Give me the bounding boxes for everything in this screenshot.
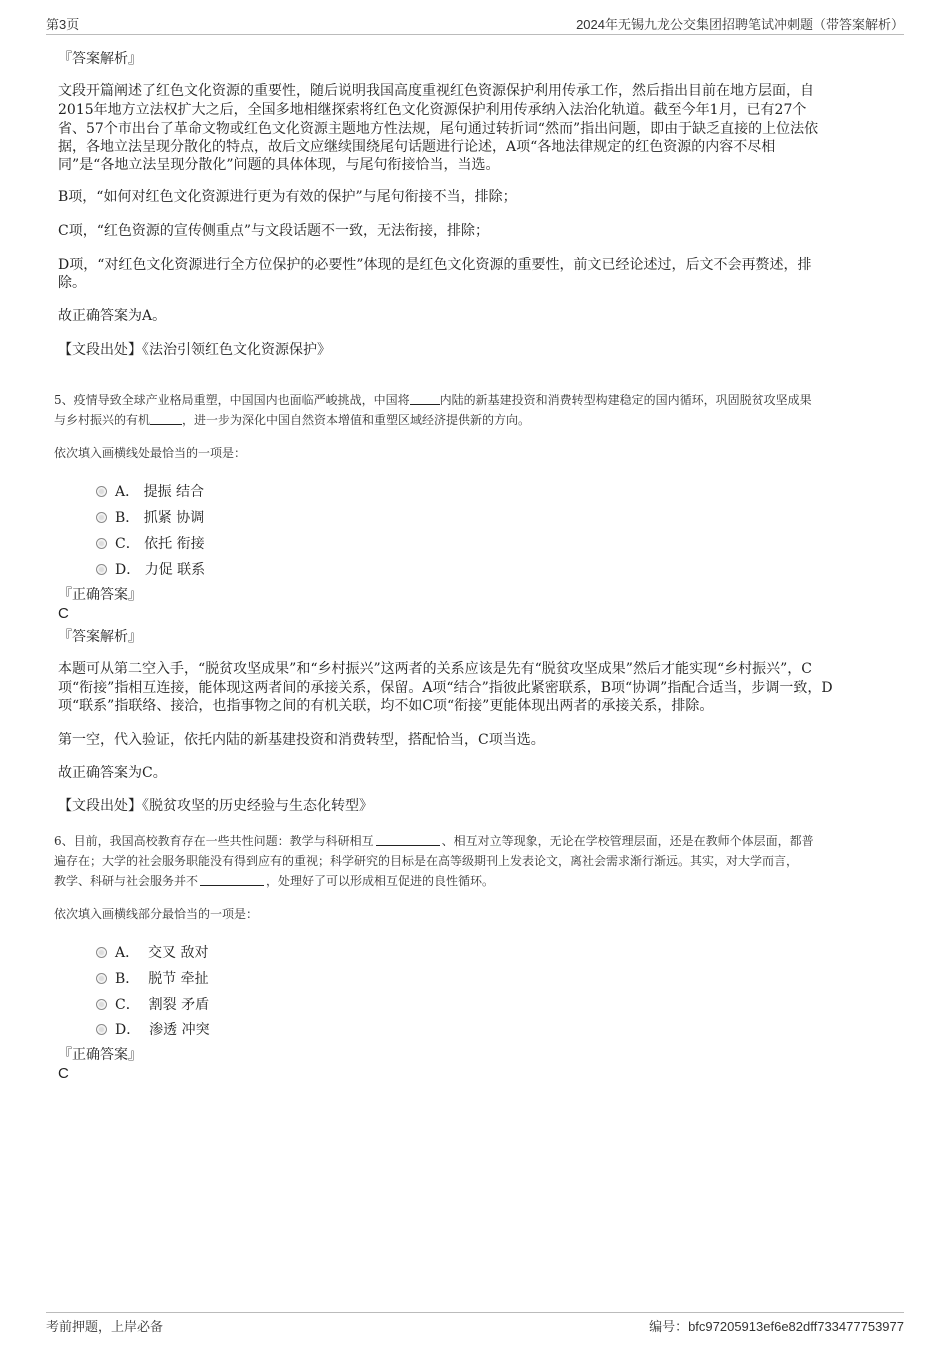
q5-analysis-label: 『答案解析』 [58,629,142,645]
q4-analysis-line-3: 省、57个市出台了革命文物或红色文化资源主题地方性法规，尾句通过转折词“然而”指出问题，即由于缺乏直接的上位法依 [58,121,819,137]
document-title: 2024年无锡九龙公交集团招聘笔试冲刺题（带答案解析） [576,17,904,32]
q6-stem-line-2: 遍存在；大学的社会服务职能没有得到应有的重视；科学研究的目标是在高等级期刊上发表论文，离社会需求渐行渐远。其实，对大学而言， [54,854,799,868]
q6-option-c[interactable]: C． 割裂 矛盾 [96,994,209,1014]
q5-correct-answer: C [58,605,69,622]
radio-icon[interactable] [96,538,107,549]
q5-correct-label: 『正确答案』 [58,587,142,603]
q6-instruction: 依次填入画横线部分最恰当的一项是： [54,907,259,921]
q5-stem-line-2: 与乡村振兴的有机 ，进一步为深化中国自然资本增值和重塑区域经济提供新的方向。 [54,413,531,427]
q4-analysis-line-2: 2015年地方立法权扩大之后，全国多地相继探索将红色文化资源保护利用传承纳入法治化轨道。截至今年1月，已有27个 [58,102,807,118]
q4-answer-line: 故正确答案为A。 [58,308,167,324]
q4-analysis-line-5: 同”是“各地立法呈现分散化”问题的具体体现，与尾句衔接恰当，当选。 [58,157,500,173]
q5-option-d[interactable]: D． 力促 联系 [96,559,205,579]
q5-answer-line: 故正确答案为C。 [58,765,167,781]
q5-instruction: 依次填入画横线处最恰当的一项是： [54,446,247,460]
q5-blank-1 [410,392,440,405]
q5-analysis-line-1: 本题可从第二空入手，“脱贫攻坚成果”和“乡村振兴”这两者的关系应该是先有“脱贫攻坚成果”然后才能实现“乡村振兴”，C [58,661,812,677]
q6-blank-1 [376,833,440,846]
q6-option-b[interactable]: B． 脱节 牵扯 [96,968,209,988]
q5-analysis-line-2: 项“衔接”指相互连接，能体现这两者间的承接关系，保留。A项“结合”指彼此紧密联系，B项“协调”指配合适当，步调一致，D [58,680,833,696]
q4-option-c-analysis: C项，“红色资源的宣传侧重点”与文段话题不一致，无法衔接，排除； [58,223,490,239]
q5-source: 【文段出处】《脱贫攻坚的历史经验与生态化转型》 [58,798,373,814]
q4-option-d-analysis-2: 除。 [58,275,86,291]
radio-icon[interactable] [96,1024,107,1035]
q5-blank-2 [150,412,182,425]
page-footer [46,1312,904,1337]
page-number: 第3页 [46,17,80,32]
radio-icon[interactable] [96,564,107,575]
q4-analysis-line-4: 据，各地立法呈现分散化的特点，故后文应继续围绕尾句话题进行论述，A项“各地法律规定的红色资源的内容不尽相 [58,139,776,155]
q6-correct-label: 『正确答案』 [58,1047,142,1063]
q5-first-blank-analysis: 第一空，代入验证，依托内陆的新基建投资和消费转型，搭配恰当，C项当选。 [58,732,545,748]
radio-icon[interactable] [96,999,107,1010]
q5-option-c[interactable]: C． 依托 衔接 [96,533,205,553]
footer-slogan: 考前押题，上岸必备 [46,1319,164,1334]
q6-stem-line-1: 6、目前，我国高校教育存在一些共性问题：教学与科研相互 、相互对立等现象，无论在学校管理层面，还是在教师个体层面，都普 [54,834,814,848]
q6-option-d[interactable]: D． 渗透 冲突 [96,1019,210,1039]
q4-option-d-analysis-1: D项，“对红色文化资源进行全方位保护的必要性”体现的是红色文化资源的重要性，前文已经论述过，后文不会再赘述，排 [58,257,812,273]
q5-option-a[interactable]: A． 提振 结合 [96,481,204,501]
q4-analysis-line-1: 文段开篇阐述了红色文化资源的重要性，随后说明我国高度重视红色资源保护利用传承工作，然后指出目前在地方层面，自 [58,83,814,99]
q6-stem-line-3: 教学、科研与社会服务并不 ，处理好了可以形成相互促进的良性循环。 [54,874,495,888]
q6-option-a[interactable]: A． 交叉 敌对 [96,942,208,962]
q5-analysis-line-3: 项“联系”指联络、接洽，也指事物之间的有机关联，均不如C项“衔接”更能体现出两者的承接关系，排除。 [58,698,714,714]
radio-icon[interactable] [96,973,107,984]
radio-icon[interactable] [96,512,107,523]
q5-option-b[interactable]: B． 抓紧 协调 [96,507,204,527]
q4-option-b-analysis: B项，“如何对红色文化资源进行更为有效的保护”与尾句衔接不当，排除； [58,189,517,205]
radio-icon[interactable] [96,486,107,497]
q4-source: 【文段出处】《法治引领红色文化资源保护》 [58,342,331,358]
page-header [46,12,904,35]
q6-correct-answer: C [58,1065,69,1082]
q4-analysis-label: 『答案解析』 [58,51,142,67]
radio-icon[interactable] [96,947,107,958]
footer-document-id: 编号：bfc97205913ef6e82dff733477753977 [649,1319,904,1334]
q5-stem-line-1: 5、疫情导致全球产业格局重塑，中国国内也面临严峻挑战，中国将 内陆的新基建投资和消费转型构建稳定的国内循环，巩固脱贫攻坚成果 [54,393,812,407]
q6-blank-2 [200,873,264,886]
